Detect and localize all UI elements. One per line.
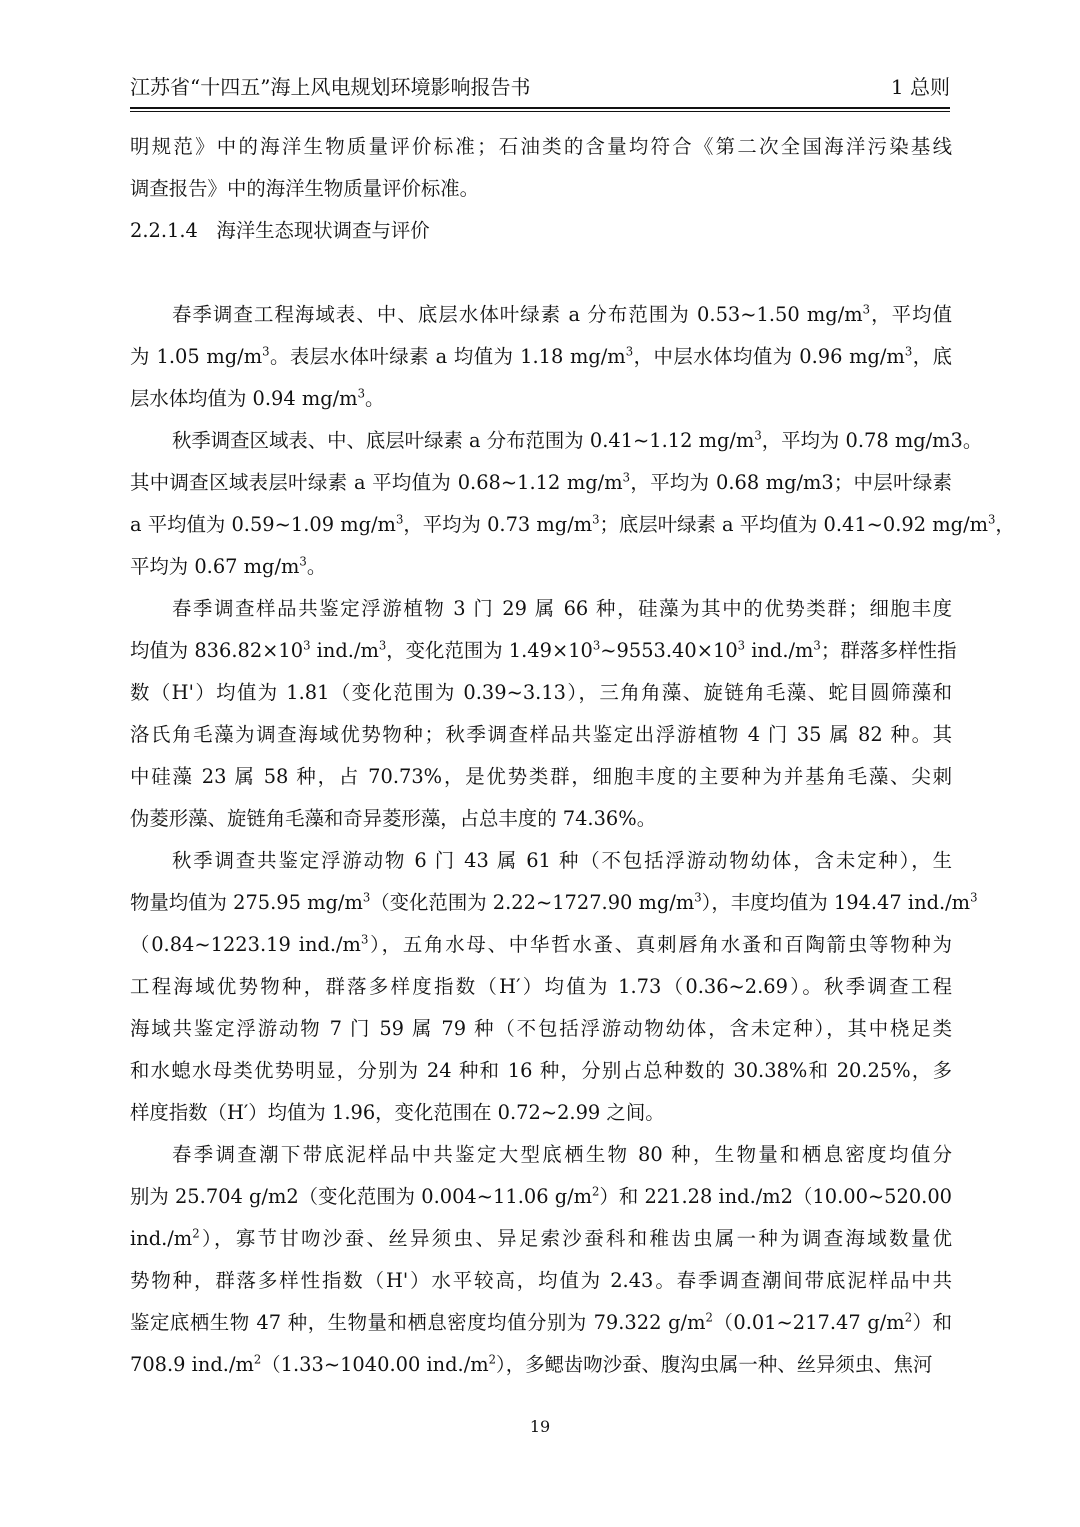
text-line	[130, 588, 952, 630]
text-line	[130, 798, 952, 840]
text-line: 明规范》中的海洋生物质量评价标准；石油类的含量均符合《第二次全国海洋污染基线	[130, 135, 952, 158]
text-line	[130, 294, 952, 336]
superscript: 3	[754, 428, 762, 443]
text-run: 别为 25.704 g/m2（变化范围为 0.004~11.06 g/m	[130, 1185, 593, 1208]
superscript: 3	[303, 638, 311, 653]
text-run: ind./m	[745, 639, 814, 662]
text-run: ，	[995, 513, 1015, 536]
text-run: a 平均值为 0.59~1.09 mg/m	[130, 513, 396, 536]
superscript: 3	[378, 638, 387, 653]
text-line	[130, 462, 952, 504]
superscript: 3	[592, 512, 600, 527]
text-run: ，平均为 0.68 mg/m3；中层叶绿素	[630, 471, 953, 494]
text-run: 海域共鉴定浮游动物 7 门 59 属 79 种（不包括浮游动物幼体，含未定种），其中桡足类	[130, 1017, 952, 1040]
text-line	[130, 840, 952, 882]
text-line	[130, 1344, 952, 1386]
text-run: ，中层水体均值为 0.96 mg/m	[633, 345, 905, 368]
text-run: ），丰度均值为 194.47 ind./m	[701, 891, 971, 914]
superscript: 3	[262, 344, 270, 359]
text-line	[130, 546, 952, 588]
text-run: ）和	[912, 1311, 952, 1334]
text-run: ，平均值	[870, 303, 952, 326]
superscript: 3	[862, 302, 871, 317]
text-run: 层水体均值为 0.94 mg/m	[130, 387, 358, 410]
text-run: 势物种，群落多样性指数（H'）水平较高，均值为 2.43。春季调查潮间带底泥样品中共	[130, 1269, 952, 1292]
text-line	[130, 1176, 952, 1218]
text-line	[130, 1050, 952, 1092]
text-run: ind./m	[310, 639, 379, 662]
superscript: 3	[622, 470, 630, 485]
superscript: 2	[192, 1226, 200, 1241]
section-number: 2.2.1.4	[130, 219, 198, 242]
text-run: ）和 221.28 ind./m2（10.00~520.00	[599, 1185, 953, 1208]
text-run: 为 1.05 mg/m	[130, 345, 263, 368]
section-title: 海洋生态现状调查与评价	[216, 219, 430, 242]
page-number: 19	[529, 1417, 551, 1436]
text-run: 708.9 ind./m	[130, 1353, 254, 1376]
superscript: 2	[904, 1310, 913, 1325]
text-run: 均值为 836.82×10	[130, 639, 304, 662]
text-run: 秋季调查区域表、中、底层叶绿素 a 分布范围为 0.41~1.12 mg/m	[172, 429, 755, 452]
text-run: 其中调查区域表层叶绿素 a 平均值为 0.68~1.12 mg/m	[130, 471, 623, 494]
text-run: 。	[364, 387, 385, 410]
superscript: 3	[362, 890, 371, 905]
text-run: 春季调查潮下带底泥样品中共鉴定大型底栖生物 80 种，生物量和栖息密度均值分	[172, 1143, 952, 1166]
text-run: 春季调查样品共鉴定浮游植物 3 门 29 属 66 种，硅藻为其中的优势类群；细胞丰度	[172, 597, 952, 620]
text-run: 。表层水体叶绿素 a 均值为 1.18 mg/m	[269, 345, 626, 368]
superscript: 3	[813, 638, 821, 653]
text-line	[130, 966, 952, 1008]
text-run: （0.01~217.47 g/m	[712, 1311, 905, 1334]
superscript: 3	[360, 932, 369, 947]
text-run: 数（H'）均值为 1.81（变化范围为 0.39~3.13），三角角藻、旋链角毛藻、蛇目圆筛藻和	[130, 681, 952, 704]
text-line	[130, 504, 1015, 546]
text-run: 鉴定底栖生物 47 种，生物量和栖息密度均值分别为 79.322 g/m	[130, 1311, 706, 1334]
text-line	[130, 1134, 952, 1176]
text-run: 工程海域优势物种，群落多样度指数（H′）均值为 1.73（0.36~2.69）。秋季调查工程	[130, 975, 952, 998]
text-run: 平均为 0.67 mg/m	[130, 555, 300, 578]
text-line	[130, 1092, 952, 1134]
text-run: ；底层叶绿素 a 平均值为 0.41~0.92 mg/m	[599, 513, 988, 536]
text-run: 春季调查工程海域表、中、底层水体叶绿素 a 分布范围为 0.53~1.50 mg/m	[172, 303, 863, 326]
superscript: 3	[299, 554, 307, 569]
superscript: 3	[592, 638, 601, 653]
page-body	[130, 126, 1015, 1386]
text-run: 洛氏角毛藻为调查海域优势物种；秋季调查样品共鉴定出浮游植物 4 门 35 属 82 种。其	[130, 723, 952, 746]
text-line	[130, 1302, 952, 1344]
header-rule-thin	[130, 111, 950, 112]
text-line	[130, 336, 952, 378]
paragraph	[130, 840, 978, 1134]
text-run: ，底	[912, 345, 952, 368]
paragraph	[130, 588, 957, 840]
page-footer	[0, 1415, 1080, 1439]
text-line	[130, 1008, 952, 1050]
text-run: 物量均值为 275.95 mg/m	[130, 891, 363, 914]
text-line	[130, 756, 952, 798]
text-run: （变化范围为 2.22~1727.90 mg/m	[370, 891, 695, 914]
superscript: 3	[904, 344, 913, 359]
header-rule	[130, 107, 950, 109]
section-heading	[130, 210, 952, 252]
text-run: ），寡节甘吻沙蚕、丝异须虫、异足索沙蚕科和稚齿虫属一种为调查海域数量优	[199, 1227, 952, 1250]
header-chapter: 1 总则	[890, 75, 950, 99]
text-run: ，平均为 0.78 mg/m3。	[761, 429, 983, 452]
paragraph	[130, 420, 1015, 588]
text-line	[130, 1260, 952, 1302]
text-run: ），多鳃齿吻沙蚕、腹沟虫属一种、丝异须虫、焦河	[496, 1353, 933, 1376]
text-line	[130, 714, 952, 756]
text-run: ind./m	[130, 1227, 193, 1250]
text-run: 样度指数（H′）均值为 1.96，变化范围在 0.72~2.99 之间。	[130, 1101, 665, 1124]
superscript: 2	[253, 1352, 262, 1367]
superscript: 3	[970, 890, 978, 905]
text-run: ，平均为 0.73 mg/m	[403, 513, 593, 536]
text-run: ），五角水母、中华哲水蚤、真刺唇角水蚤和百陶箭虫等物种为	[368, 933, 952, 956]
header-title: 江苏省“十四五”海上风电规划环境影响报告书	[130, 75, 531, 99]
text-line	[130, 1218, 952, 1260]
text-line	[130, 420, 983, 462]
text-run: （0.84~1223.19 ind./m	[130, 933, 361, 956]
paragraph	[130, 294, 952, 420]
superscript: 3	[737, 638, 746, 653]
page-header	[130, 72, 950, 102]
superscript: 2	[705, 1310, 713, 1325]
text-run: 伪菱形藻、旋链角毛藻和奇异菱形藻，占总丰度的 74.36%。	[130, 807, 657, 830]
paragraph	[130, 1134, 952, 1386]
text-line	[130, 672, 952, 714]
text-run: （1.33~1040.00 ind./m	[261, 1353, 489, 1376]
text-run: 中硅藻 23 属 58 种，占 70.73%，是优势类群，细胞丰度的主要种为并基角毛藻、尖刺	[130, 765, 952, 788]
body-paragraphs	[130, 294, 1015, 1386]
superscript: 3	[987, 512, 996, 527]
superscript: 2	[488, 1352, 497, 1367]
text-run: 。	[306, 555, 327, 578]
text-run: 和水螅水母类优势明显，分别为 24 种和 16 种，分别占总种数的 30.38%和 20.25%，多	[130, 1059, 952, 1082]
superscript: 3	[625, 344, 634, 359]
text-line	[130, 630, 957, 672]
text-run: 秋季调查共鉴定浮游动物 6 门 43 属 61 种（不包括浮游动物幼体，含未定种），生	[172, 849, 952, 872]
text-run: ，变化范围为 1.49×10	[386, 639, 593, 662]
superscript: 3	[395, 512, 404, 527]
text-line	[130, 924, 952, 966]
text-line: 调查报告》中的海洋生物质量评价标准。	[130, 177, 480, 200]
superscript: 3	[694, 890, 702, 905]
text-run: ；群落多样性指	[820, 639, 957, 662]
superscript: 3	[357, 386, 365, 401]
paragraph-continued	[130, 126, 952, 210]
superscript: 2	[592, 1184, 600, 1199]
text-line	[130, 378, 952, 420]
text-run: ~9553.40×10	[600, 639, 738, 662]
text-line	[130, 882, 978, 924]
